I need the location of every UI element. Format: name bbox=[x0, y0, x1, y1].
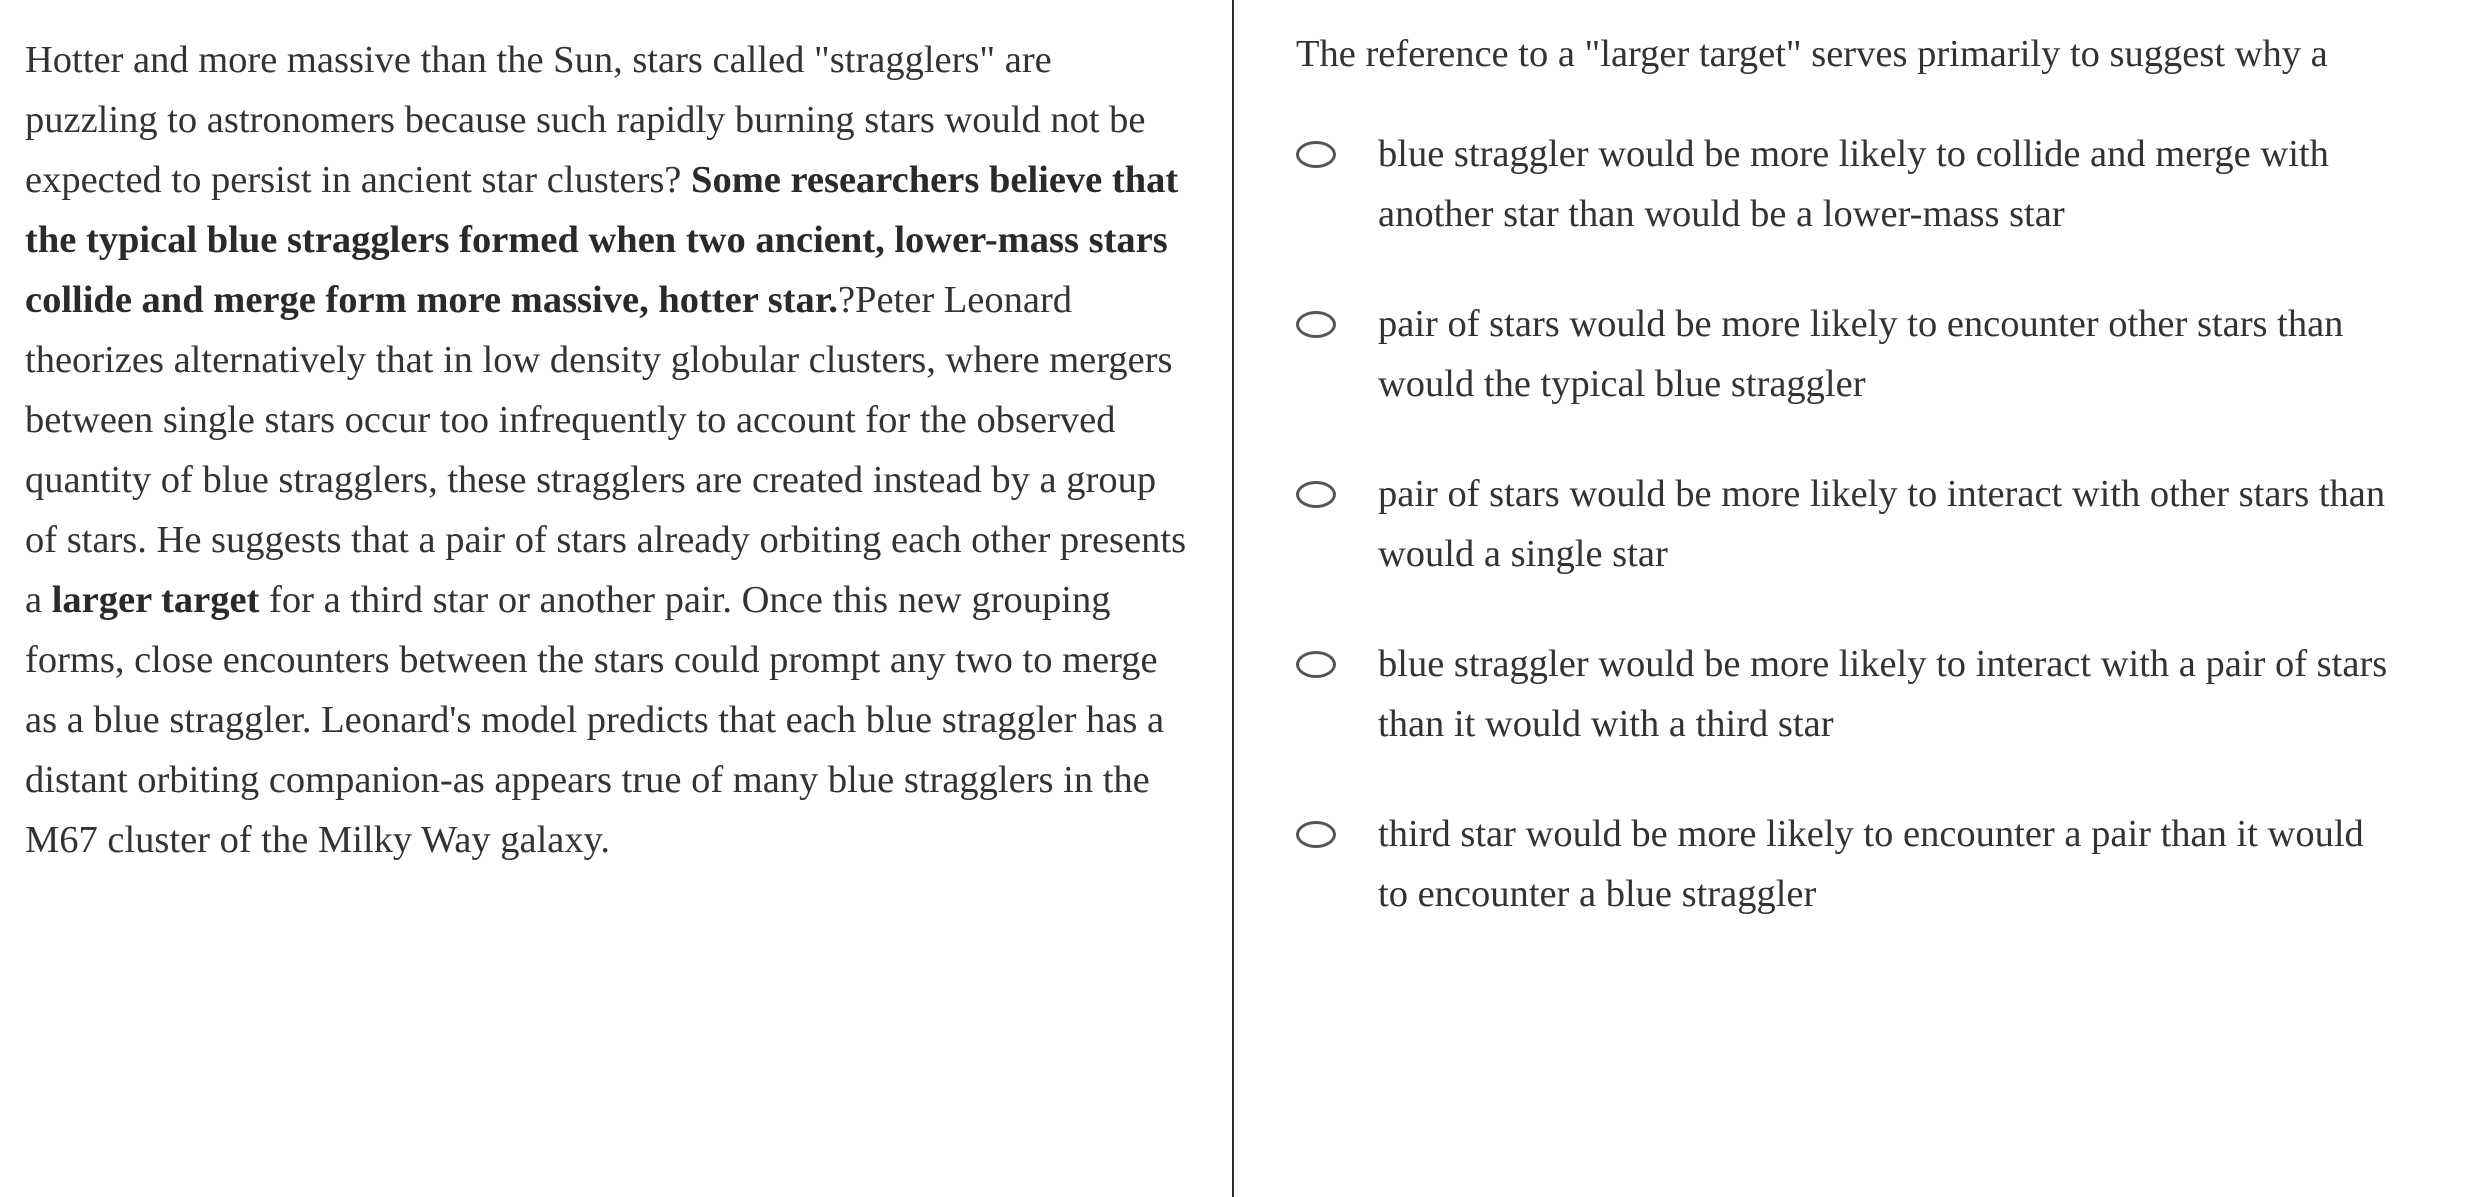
passage-bold-segment: Some researchers believe that the typical blue stragglers formed when two ancient, lower-mass stars collide and merge form more massive, hotter star. bbox=[25, 159, 1179, 321]
answer-choice-text: blue straggler would be more likely to collide and merge with another star than would be a lower-mass star bbox=[1378, 133, 2329, 235]
answer-choices bbox=[1296, 124, 2470, 924]
passage-segment: for a third star or another pair. Once this new grouping forms, close encounters between the stars could prompt any two to merge as a blue straggler. Leonard's model predicts that each blue straggler has a distant orbiting companion-as appears true of many blue stragglers in the M67 cluster of the Milky Way galaxy. bbox=[25, 579, 1165, 861]
answer-choice-text: blue straggler would be more likely to interact with a pair of stars than it would with a third star bbox=[1378, 643, 2388, 745]
answer-choice-c[interactable] bbox=[1296, 464, 2470, 584]
answer-choice-d[interactable] bbox=[1296, 634, 2470, 754]
radio-button-icon[interactable] bbox=[1296, 821, 1336, 848]
passage-segment: ?Peter Leonard theorizes alternatively that in low density globular clusters, where mergers between single stars occur too infrequently to account for the observed quantity of blue stragglers, these stragglers are created instead by a group of stars. He suggests that a pair of stars already orbiting each other presents a bbox=[25, 279, 1187, 621]
passage-segment: Hotter and more massive than the Sun, stars called "stragglers" are puzzling to astronomers because such rapidly burning stars would not be expected to persist in ancient star clusters? bbox=[25, 39, 1146, 201]
answer-choice-a[interactable] bbox=[1296, 124, 2470, 244]
answer-choice-text: third star would be more likely to encounter a pair than it would to encounter a blue straggler bbox=[1378, 813, 2364, 915]
passage-pane bbox=[0, 0, 1232, 1197]
question-stem: The reference to a "larger target" serves primarily to suggest why a bbox=[1296, 33, 2328, 75]
answer-choice-b[interactable] bbox=[1296, 294, 2470, 414]
passage-text bbox=[25, 30, 1190, 870]
radio-button-icon[interactable] bbox=[1296, 141, 1336, 168]
answer-choice-text: pair of stars would be more likely to encounter other stars than would the typical blue straggler bbox=[1378, 303, 2344, 405]
passage-highlight-larger-target: larger target bbox=[51, 579, 260, 621]
answer-choice-text: pair of stars would be more likely to interact with other stars than would a single star bbox=[1378, 473, 2386, 575]
question-pane bbox=[1234, 0, 2470, 1197]
radio-button-icon[interactable] bbox=[1296, 481, 1336, 508]
radio-button-icon[interactable] bbox=[1296, 651, 1336, 678]
answer-choice-e[interactable] bbox=[1296, 804, 2470, 924]
radio-button-icon[interactable] bbox=[1296, 311, 1336, 338]
